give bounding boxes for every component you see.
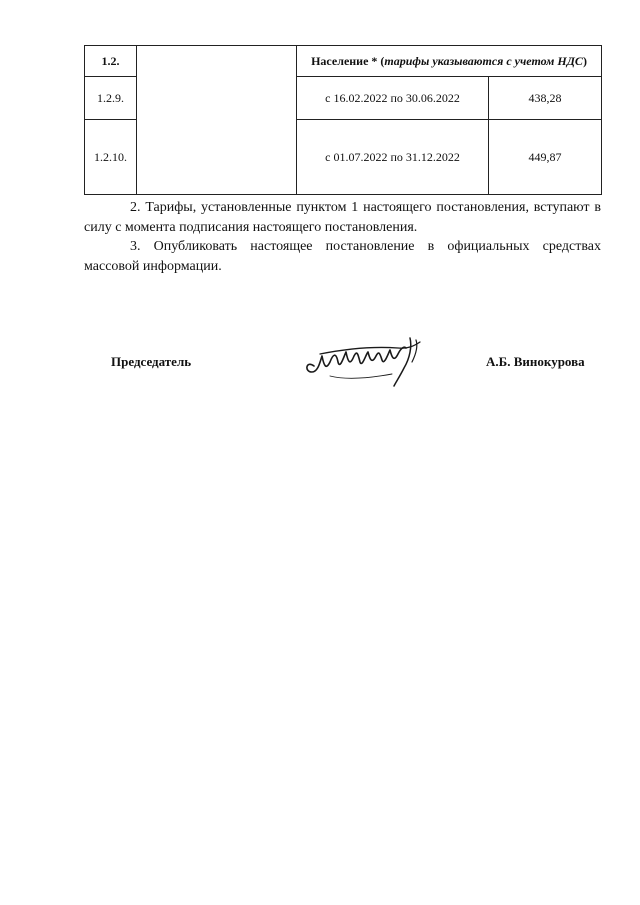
tariff-period: с 16.02.2022 по 30.06.2022: [297, 77, 489, 120]
paragraph-text: 2. Тарифы, установленные пунктом 1 настоящего постановления, вступают в силу с момента подписания настоящего постановления.: [84, 200, 601, 235]
signatory-title: Председатель: [111, 354, 192, 369]
tariff-value: 438,28: [489, 77, 602, 120]
group-title-italic: тарифы указываются с учетом НДС: [384, 53, 583, 68]
tariff-value: 449,87: [489, 120, 602, 195]
row-number: 1.2.9.: [85, 77, 137, 120]
paragraph-text: 3. Опубликовать настоящее постановление в официальных средствах массовой информации.: [84, 239, 601, 274]
group-title-close: ): [582, 53, 587, 68]
row-number: 1.2.10.: [85, 120, 137, 195]
merged-empty-cell: [137, 46, 297, 195]
paragraph-effective-date: [84, 198, 601, 238]
table-header-row: [85, 46, 602, 77]
group-title-text: Население * (: [311, 53, 385, 68]
handwritten-signature: [300, 332, 435, 388]
tariff-table: [84, 45, 602, 195]
paragraph-publication: [84, 237, 601, 277]
row-number: 1.2.: [85, 46, 137, 77]
tariff-period: с 01.07.2022 по 31.12.2022: [297, 120, 489, 195]
group-title: [297, 46, 602, 77]
signatory-name: А.Б. Винокурова: [486, 354, 585, 369]
